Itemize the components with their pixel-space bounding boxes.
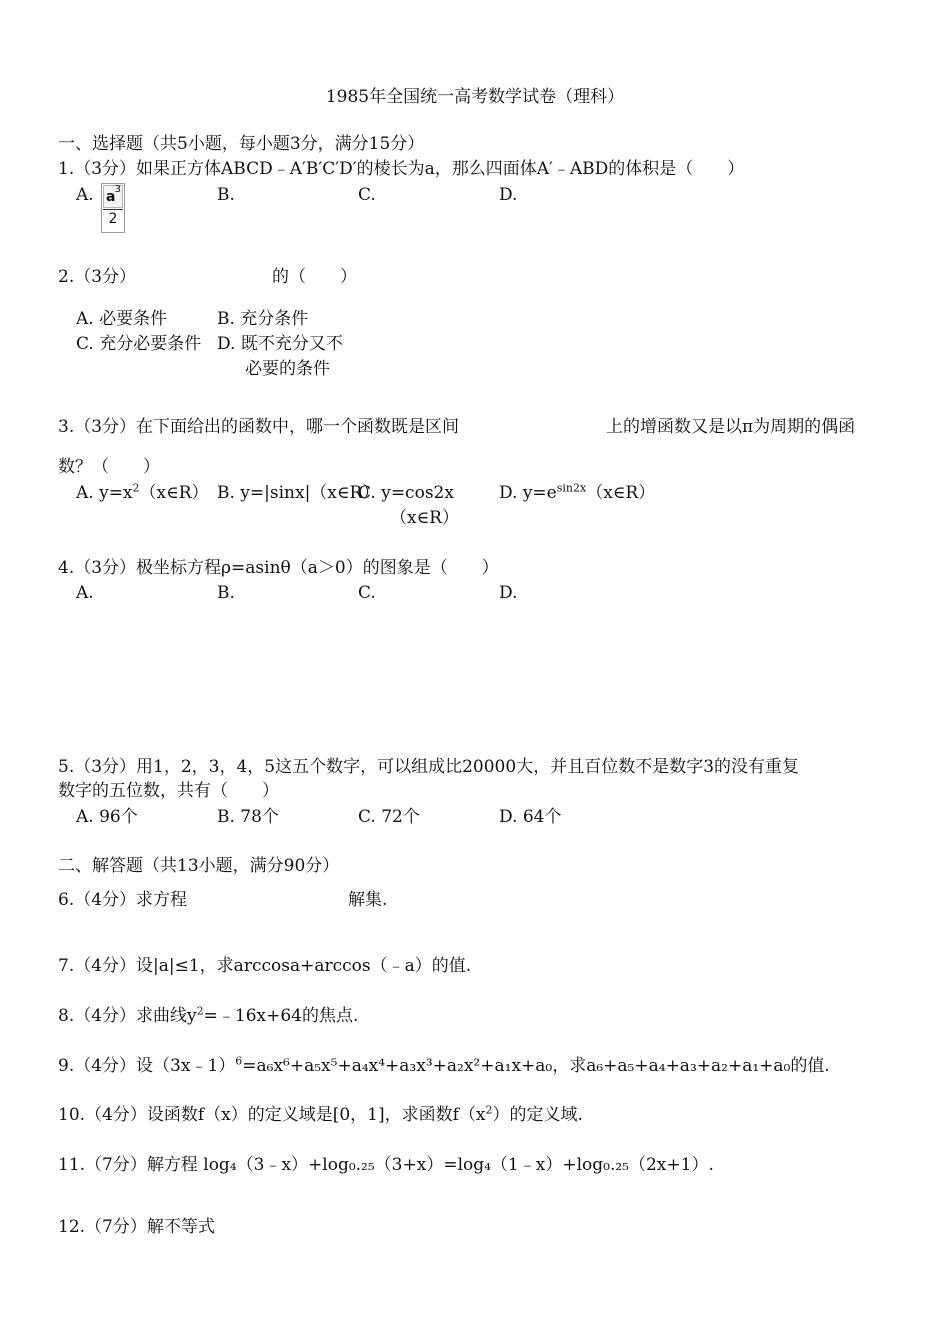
question-2-option-c: C. 充分必要条件 bbox=[76, 334, 202, 354]
question-3-stem: 3.（3分）在下面给出的函数中，哪一个函数既是区间 bbox=[58, 417, 460, 437]
question-1-option-a-formula-image bbox=[101, 183, 125, 233]
question-1-option-d: D. bbox=[499, 185, 518, 205]
question-2-number: 2.（3分） bbox=[58, 267, 137, 287]
question-2-tail: 的（ ） bbox=[272, 267, 357, 287]
frac-numerator: a bbox=[106, 189, 116, 205]
question-3-option-c: C. y=cos2x bbox=[358, 483, 454, 503]
question-9-stem: 9.（4分）设（3x﹣1）$^6$=a₆x⁶+a₅x⁵+a₄x⁴+a₃x³+a₂x²+a₁x+a₀，求a₆+a₅+a₄+a₃+a₂+a₁+a₀的值. bbox=[58, 1054, 830, 1076]
question-1-option-c: C. bbox=[358, 185, 376, 205]
question-3-stem-end: 数？（ ） bbox=[58, 457, 160, 477]
question-4-stem: 4.（3分）极坐标方程ρ=asinθ（a＞0）的图象是（ ） bbox=[58, 558, 499, 578]
section-heading-choice: 一、选择题（共5小题，每小题3分，满分15分） bbox=[58, 134, 425, 154]
question-1-stem: 1.（3分）如果正方体ABCD﹣A′B′C′D′的棱长为a，那么四面体A′﹣ABD的体积是（ ） bbox=[58, 159, 745, 179]
question-2-option-d: D. 既不充分又不 bbox=[217, 334, 343, 354]
question-5-option-a: A. 96个 bbox=[76, 807, 138, 827]
question-4-option-c: C. bbox=[358, 583, 376, 603]
question-10-stem: 10.（4分）设函数f（x）的定义域是[0，1]，求函数$f(x^2)$的定义域. bbox=[58, 1103, 583, 1125]
question-1-option-a-label: A. bbox=[76, 185, 94, 205]
frac-power: 3 bbox=[114, 184, 121, 195]
question-11-stem: 11.（7分）解方程 log₄（3﹣x）+log₀.₂₅（3+x）=log₄（1﹣x）+log₀.₂₅（2x+1）. bbox=[58, 1155, 714, 1175]
page-title: 1985年全国统一高考数学试卷（理科） bbox=[325, 87, 625, 107]
question-1-option-b: B. bbox=[217, 185, 235, 205]
question-12-stem: 12.（7分）解不等式 bbox=[58, 1217, 215, 1237]
question-5-stem: 5.（3分）用1，2，3，4，5这五个数字，可以组成比20000大，并且百位数不是数字3的没有重复 bbox=[58, 757, 800, 777]
question-5-option-d: D. 64个 bbox=[499, 807, 562, 827]
question-5-stem-cont: 数字的五位数，共有（ ） bbox=[58, 781, 279, 801]
question-5-option-c: C. 72个 bbox=[358, 807, 420, 827]
question-2-option-a: A. 必要条件 bbox=[76, 309, 168, 329]
question-3-option-d: D. $y=e^{sin2x}(x\in R)$ bbox=[499, 481, 656, 503]
question-5-option-b: B. 78个 bbox=[217, 807, 279, 827]
question-2-option-d-cont: 必要的条件 bbox=[245, 359, 330, 379]
question-3-option-a: A. $y=x^2(x\in R)$ bbox=[76, 481, 209, 503]
question-4-option-a: A. bbox=[76, 583, 94, 603]
fraction-bar bbox=[103, 209, 123, 210]
question-6-stem: 6.（4分）求方程 bbox=[58, 890, 188, 910]
question-3-stem-cont: 上的增函数又是以π为周期的偶函 bbox=[606, 417, 856, 437]
question-7-stem: 7.（4分）设|a|≤1，求arccosa+arccos（﹣a）的值. bbox=[58, 956, 472, 976]
question-4-option-b: B. bbox=[217, 583, 235, 603]
frac-denominator: 2 bbox=[108, 211, 118, 227]
question-4-option-d: D. bbox=[499, 583, 518, 603]
section-heading-answer: 二、解答题（共13小题，满分90分） bbox=[58, 856, 340, 876]
question-3-option-b: B. y=|sinx|（x∈R） bbox=[217, 483, 380, 503]
question-3-option-c-cont: （x∈R） bbox=[390, 508, 459, 528]
question-2-option-b: B. 充分条件 bbox=[217, 309, 309, 329]
question-8-stem: 8.（4分）求曲线$y^2=﹣16x+64$的焦点. bbox=[58, 1004, 359, 1026]
question-6-tail: 解集. bbox=[348, 890, 388, 910]
